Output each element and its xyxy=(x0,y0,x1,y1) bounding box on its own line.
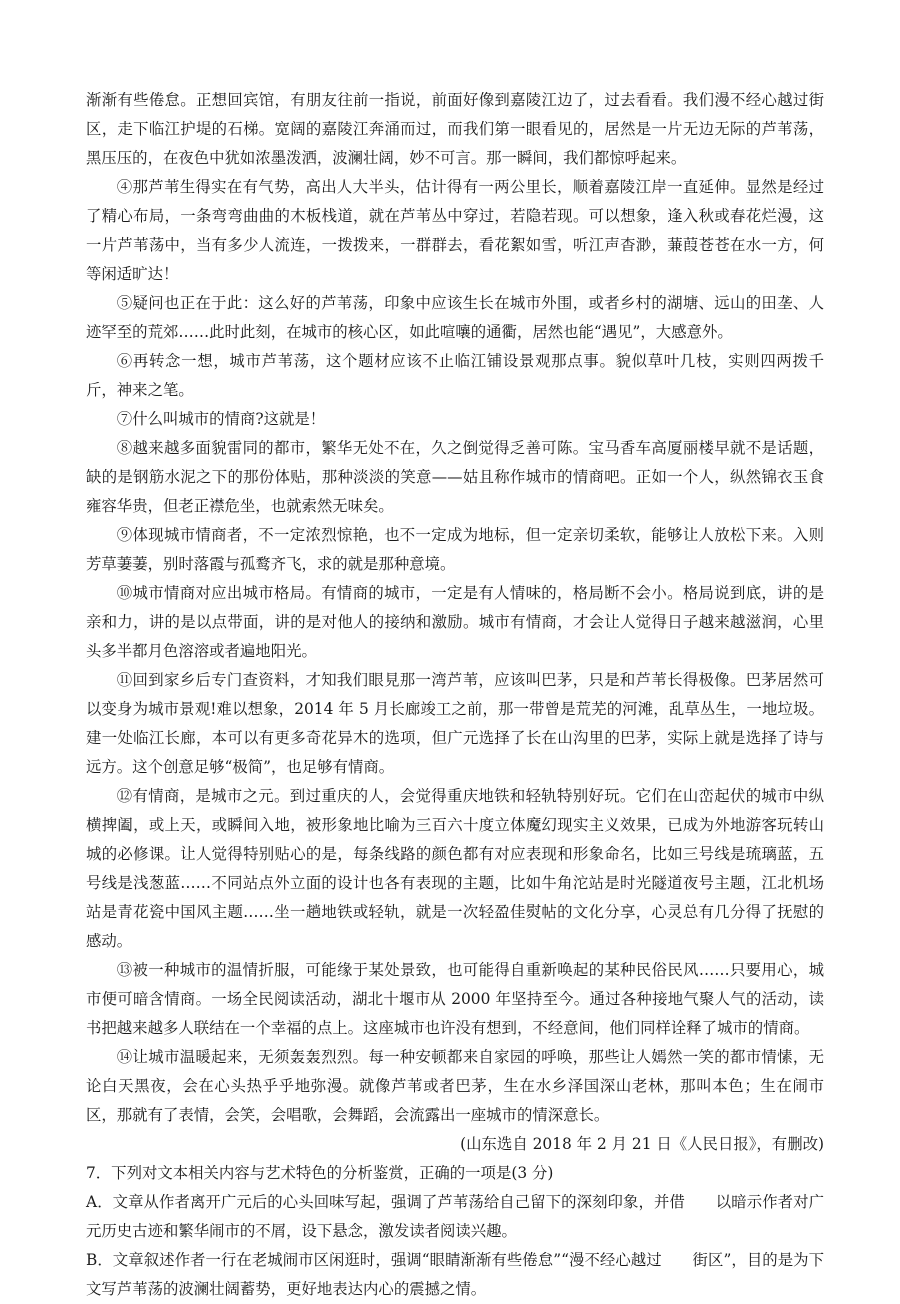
paragraph-4: ④那芦苇生得实在有气势，高出人大半头，估计得有一两公里长，顺着嘉陵江岸一直延伸。显然是经过了精心布局，一条弯弯曲曲的木板栈道，就在芦苇丛中穿过，若隐若现。可以想象，逢入秋或春花烂漫，这一片芦苇荡中，当有多少人流连，一拨拨来，一群群去，看花絮如雪，听江声杳渺，蒹葭苍苍在水一方，何等闲适旷达！ xyxy=(86,178,824,283)
article-body xyxy=(86,86,824,1159)
paragraph-13: ⑬被一种城市的温情折服，可能缘于某处景致，也可能得自重新唤起的某种民俗民风……只要用心，城市便可暗含情商。一场全民阅读活动，湖北十堰市从 2000 年坚持至今。通过各种接地气聚人气的活动，读书把越来越多人联结在一个幸福的点上。这座城市也许没有想到，不经意间，他们同样诠释了城市的情商。 xyxy=(86,961,824,1037)
paragraph-6: ⑥再转念一想，城市芦苇荡，这个题材应该不止临江铺设景观那点事。貌似草叶几枝，实则四两拨千斤，神来之笔。 xyxy=(86,352,824,399)
paragraph-11: ⑪回到家乡后专门查资料，才知我们眼見那一湾芦苇，应该叫巴茅，只是和芦苇长得极像。巴茅居然可以变身为城市景观!难以想象，2014 年 5 月长廊竣工之前，那一带曾是荒芜的河滩，乱草丛生，一地垃圾。建一处临江长廊，本可以有更多奇花异木的选项，但广元选择了长在山沟里的巴茅，实际上就是选择了诗与远方。这个创意足够“极简”，也足够有情商。 xyxy=(86,671,824,776)
question-7 xyxy=(86,1159,824,1304)
article-source: (山东选自 2018 年 2 月 21 日《人民日报》，有删改) xyxy=(460,1135,824,1153)
option-b: B．文章叙述作者一行在老城闹市区闲逛时，强调“眼睛渐渐有些倦怠”“漫不经心越过 街区”，目的是为下文写芦苇荡的波澜壮阔蓄势，更好地表达内心的震撼之情。 xyxy=(86,1251,824,1298)
paragraph-12: ⑫有情商，是城市之元。到过重庆的人，会觉得重庆地铁和轻轨特别好玩。它们在山峦起伏的城市中纵横捭阖，或上天，或瞬间入地，被形象地比喻为三百六十度立体魔幻现实主义效果，已成为外地游客玩转山城的必修课。让人觉得特别贴心的是，每条线路的颜色都有对应表现和形象命名，比如三号线是琉璃蓝，五号线是浅葱蓝……不同站点外立面的设计也各有表现的主题，比如牛角沱站是时光隧道夜号主题，江北机场站是青花瓷中国风主题……坐一趟地铁或轻轨，就是一次轻盈佳熨帖的文化分享，心灵总有几分得了抚慰的感动。 xyxy=(86,787,824,950)
paragraph-9: ⑨体现城市情商者，不一定浓烈惊艳，也不一定成为地标，但一定亲切柔软，能够让人放松下来。入则芳草萋萋，别时落霞与孤鹜齐飞，求的就是那种意境。 xyxy=(86,526,824,573)
paragraph-14: ⑭让城市温暖起来，无须轰轰烈烈。每一种安顿都来自家园的呼唤，那些让人嫣然一笑的都市情愫，无论白天黑夜，会在心头热乎乎地弥漫。就像芦苇或者巴茅，生在水乡泽国深山老林，那叫本色；生在闹市区，那就有了表情，会笑，会唱歌，会舞蹈，会流露出一座城市的情深意长。 xyxy=(86,1048,824,1124)
option-a: A．文章从作者离开广元后的心头回味写起，强调了芦苇荡给自己留下的深刻印象，并借 以暗示作者对广元历史古迹和繁华闹市的不屑，设下悬念，激发读者阅读兴趣。 xyxy=(86,1193,824,1240)
document-page xyxy=(86,86,824,1304)
paragraph-7: ⑦什么叫城市的情商?这就是！ xyxy=(116,410,326,428)
question-stem: 7．下列对文本相关内容与艺术特色的分析鉴赏，正确的一项是(3 分) xyxy=(86,1164,554,1182)
paragraph-5: ⑤疑问也正在于此：这么好的芦苇荡，印象中应该生长在城市外围，或者乡村的湖塘、远山的田垄、人迹罕至的荒郊……此时此刻，在城市的核心区，如此喧嚷的通衢，居然也能“遇见”，大感意外。 xyxy=(86,294,824,341)
paragraph-3-continued: 渐渐有些倦怠。正想回宾馆，有朋友往前一指说，前面好像到嘉陵江边了，过去看看。我们漫不经心越过街区，走下临江护堤的石梯。宽阔的嘉陵江奔涌而过，而我们第一眼看见的，居然是一片无边无际的芦苇荡，黑压压的，在夜色中犹如浓墨泼洒，波澜壮阔，妙不可言。那一瞬间，我们都惊呼起来。 xyxy=(86,91,824,167)
paragraph-10: ⑩城市情商对应出城市格局。有情商的城市，一定是有人情味的，格局断不会小。格局说到底，讲的是亲和力，讲的是以点带面，讲的是对他人的接纳和激励。城市有情商，才会让人觉得日子越来越滋润，心里头多半都月色溶溶或者遍地阳光。 xyxy=(86,584,824,660)
paragraph-8: ⑧越来越多面貌雷同的都市，繁华无处不在，久之倒觉得乏善可陈。宝马香车高厦丽楼早就不是话题，缺的是钢筋水泥之下的那份体贴，那种淡淡的笑意——姑且称作城市的情商吧。正如一个人，纵然锦衣玉食雍容华贵，但老正襟危坐，也就索然无味矣。 xyxy=(86,439,824,515)
